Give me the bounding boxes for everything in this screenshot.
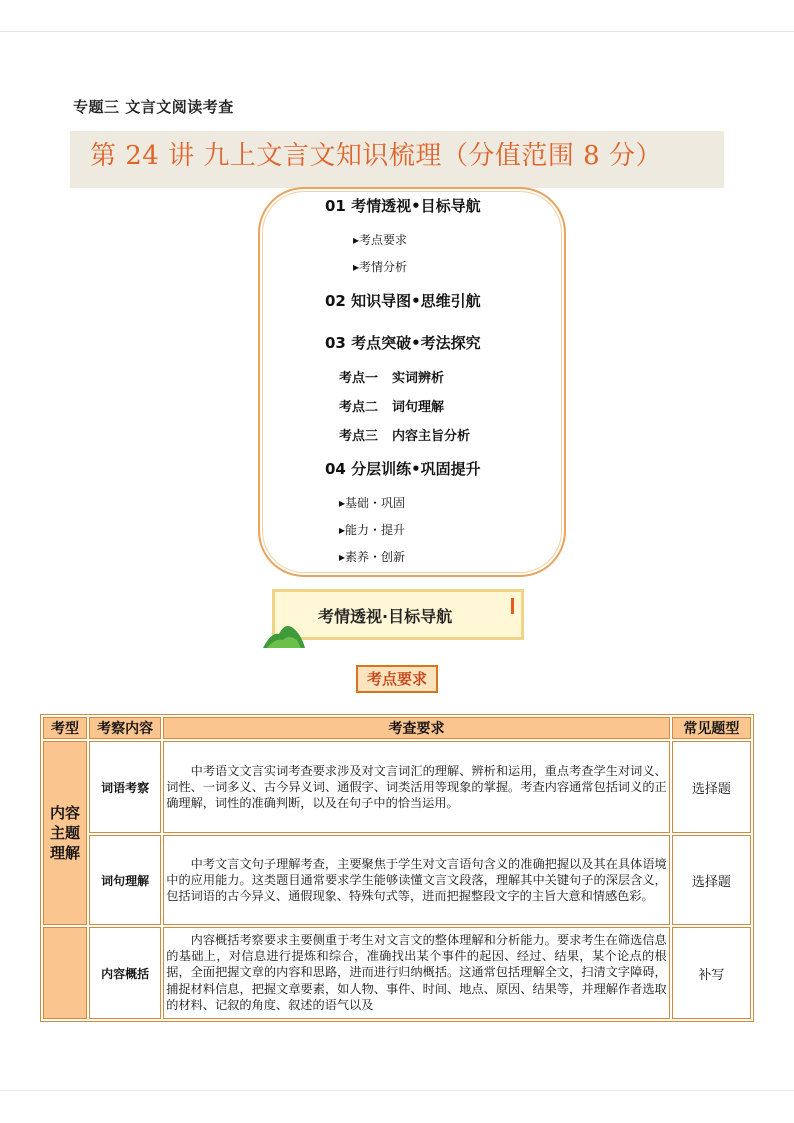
kp-name: 内容主旨分析 — [392, 429, 471, 444]
kp-label: 考点二 — [339, 400, 379, 415]
table-header-row — [43, 717, 751, 739]
kp-name: 实词辨析 — [392, 371, 445, 386]
section-banner-title: 考情透视·目标导航 — [318, 607, 453, 626]
toc-item-exam-analysis[interactable]: ▸考情分析 — [353, 260, 408, 274]
header-content: 考察内容 — [89, 717, 161, 739]
toc-kp-2[interactable] — [339, 396, 444, 415]
header-type: 考型 — [43, 717, 87, 739]
question-type-cell: 选择题 — [672, 741, 751, 833]
content-cell: 内容概括 — [89, 927, 161, 1019]
kp-name: 词句理解 — [392, 400, 445, 415]
hill-icon — [263, 618, 307, 648]
question-type-cell: 补写 — [672, 927, 751, 1019]
table-row — [43, 927, 751, 1019]
lecture-title: 第 24 讲 九上文言文知识梳理（分值范围 8 分） — [90, 141, 662, 171]
header-question-type: 常见题型 — [672, 717, 751, 739]
table-row — [43, 835, 751, 925]
toc-section-2[interactable]: 02 知识导图•思维引航 — [325, 292, 481, 310]
type-label: 内容主题理解 — [49, 804, 80, 862]
type-cell-empty — [43, 927, 87, 1019]
page-bottom-divider — [0, 1090, 794, 1091]
toc-section-1[interactable]: 01 考情透视•目标导航 — [325, 197, 481, 215]
header-requirement: 考查要求 — [163, 717, 669, 739]
topic-heading: 专题三 文言文阅读考查 — [73, 98, 234, 116]
requirements-table — [40, 714, 754, 1022]
toc-item-exam-requirements[interactable]: ▸考点要求 — [353, 233, 408, 247]
toc-section-4[interactable]: 04 分层训练•巩固提升 — [325, 460, 481, 478]
requirement-cell — [163, 927, 669, 1019]
question-type-cell: 选择题 — [672, 835, 751, 925]
toc-kp-3[interactable] — [339, 425, 470, 444]
page-top-divider — [0, 31, 794, 32]
kp-label: 考点三 — [339, 429, 379, 444]
toc-item-literacy[interactable]: ▸素养・创新 — [339, 550, 406, 564]
type-cell — [43, 741, 87, 925]
toc-section-3[interactable]: 03 考点突破•考法探究 — [325, 334, 481, 352]
content-cell: 词语考察 — [89, 741, 161, 833]
banner-accent-mark — [511, 598, 514, 614]
toc-item-ability[interactable]: ▸能力・提升 — [339, 523, 406, 537]
requirement-cell: 中考文言文句子理解考查，主要聚焦于学生对文言语句含义的准确把握以及其在具体语境中的应用能力。这类题目通常要求学生能够读懂文言文段落，理解其中关键句子的深层含义，包括词语的古今异义、通假现象、特殊句式等，进而把握整段文字的主旨大意和情感色彩。 — [163, 835, 669, 925]
requirement-cell: 中考语文文言实词考查要求涉及对文言词汇的理解、辨析和运用，重点考查学生对词义、词性、一词多义、古今异义词、通假字、词类活用等现象的掌握。考查内容通常包括词义的正确理解，词性的准确判断，以及在句子中的恰当运用。 — [163, 741, 669, 833]
requirement-text: 内容概括考察要求主要侧重于考生对文言文的整体理解和分析能力。要求考生在筛选信息的基础上，对信息进行提炼和综合，准确找出某个事件的起因、经过、结果，某个论点的根据，全面把握文章的内容和思路，进而进行归纳概括。这通常包括理解全文，扫清文字障碍，捕捉材料信息，把握文章要素，如人物、事件、时间、地点、原因、结果等，并理解作者选取的材料、记叙的角度、叙述的语气以及 — [166, 933, 667, 1012]
table-row — [43, 741, 751, 833]
toc-item-basic[interactable]: ▸基础・巩固 — [339, 496, 406, 510]
requirements-tag: 考点要求 — [356, 665, 438, 693]
kp-label: 考点一 — [339, 371, 379, 386]
content-cell: 词句理解 — [89, 835, 161, 925]
toc-kp-1[interactable] — [339, 367, 444, 386]
